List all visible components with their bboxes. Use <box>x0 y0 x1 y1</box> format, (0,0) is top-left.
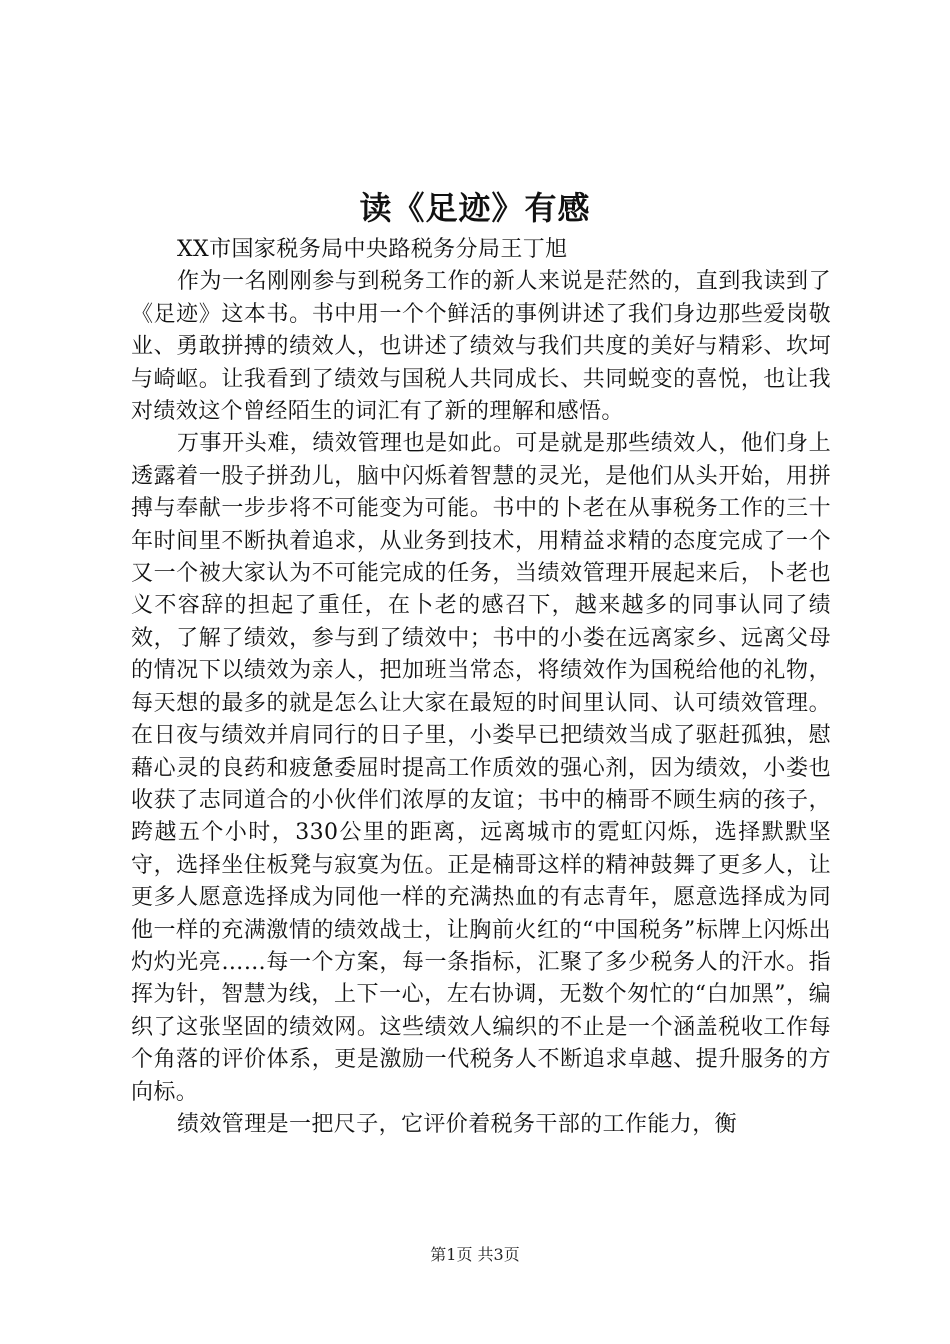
paragraph-1: 作为一名刚刚参与到税务工作的新人来说是茫然的，直到我读到了《足迹》这本书。书中用一个个鲜活的事例讲述了我们身边那些爱岗敬业、勇敢拼搏的绩效人，也讲述了绩效与我们共度的美好与精彩、坎坷与崎岖。让我看到了绩效与国税人共同成长、共同蜕变的喜悦，也让我对绩效这个曾经陌生的词汇有了新的理解和感悟。 <box>131 269 831 425</box>
paragraph-3: 绩效管理是一把尺子，它评价着税务干部的工作能力，衡 <box>177 1111 738 1137</box>
document-body <box>131 234 831 1141</box>
paragraph-2: 万事开头难，绩效管理也是如此。可是就是那些绩效人，他们身上透露着一股子拼劲儿，脑中闪烁着智慧的灵光，是他们从头开始，用拼搏与奉献一步步将不可能变为可能。书中的卜老在从事税务工作的三十年时间里不断执着追求，从业务到技术，用精益求精的态度完成了一个又一个被大家认为不可能完成的任务，当绩效管理开展起来后，卜老也义不容辞的担起了重任，在卜老的感召下，越来越多的同事认同了绩效，了解了绩效，参与到了绩效中；书中的小娄在远离家乡、远离父母的情况下以绩效为亲人，把加班当常态，将绩效作为国税给他的礼物，每天想的最多的就是怎么让大家在最短的时间里认同、认可绩效管理。在日夜与绩效并肩同行的日子里，小娄早已把绩效当成了驱赶孤独，慰藉心灵的良药和疲惫委屈时提高工作质效的强心剂，因为绩效，小娄也收获了志同道合的小伙伴们浓厚的友谊；书中的楠哥不顾生病的孩子，跨越五个小时，330公里的距离，远离城市的霓虹闪烁，选择默默坚守，选择坐住板凳与寂寞为伍。正是楠哥这样的精神鼓舞了更多人，让更多人愿意选择成为同他一样的充满热血的有志青年，愿意选择成为同他一样的充满激情的绩效战士，让胸前火红的“中国税务”标牌上闪烁出灼灼光亮……每一个方案，每一条指标，汇聚了多少税务人的汗水。指挥为针，智慧为线，上下一心，左右协调，无数个匆忙的“白加黑”，编织了这张坚固的绩效网。这些绩效人编织的不止是一个涵盖税收工作每个角落的评价体系，更是激励一代税务人不断追求卓越、提升服务的方向标。 <box>131 431 831 1105</box>
page-number-footer: 第1页 共3页 <box>430 1245 520 1264</box>
author-line: XX市国家税务局中央路税务分局王丁旭 <box>177 237 568 262</box>
document-title: 读《足迹》有感 <box>359 189 591 227</box>
